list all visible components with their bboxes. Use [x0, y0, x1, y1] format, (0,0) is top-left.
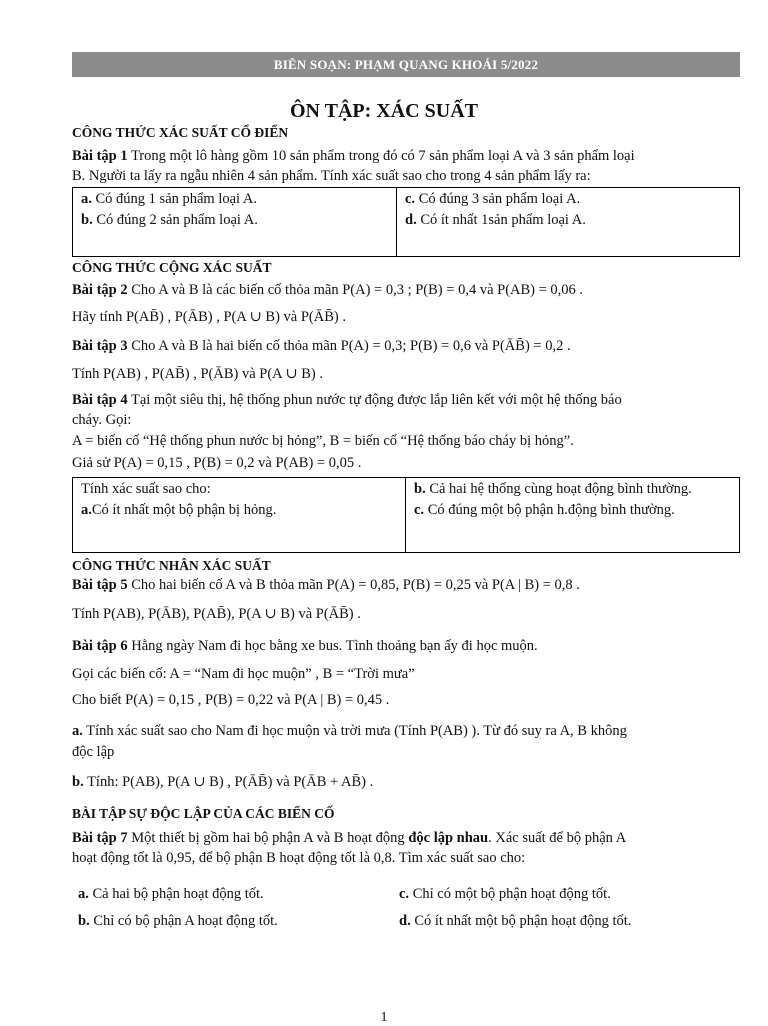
exercise-1-line-2: B. Người ta lấy ra ngẫu nhiên 4 sản phẩm. Tính xác suất sao cho trong 4 sản phẩm lấy ra: [72, 168, 591, 184]
exercise-6-part-a-cont: độc lập [72, 744, 115, 760]
option-c: c. Có đúng một bộ phận h.động bình thường. [414, 501, 675, 518]
section-heading-independence: BÀI TẬP SỰ ĐỘC LẬP CỦA CÁC BIẾN CỐ [72, 806, 335, 821]
page-number: 1 [380, 1010, 388, 1025]
exercise-4-line-2: cháy. Gọi: [72, 412, 132, 428]
exercise-6-line-2: Gọi các biến cố: A = “Nam đi học muộn” , B = “Trời mưa” [72, 666, 415, 682]
exercise-1-line-1: Bài tập 1 Trong một lô hàng gồm 10 sản phẩm trong đó có 7 sản phẩm loại A và 3 sản phẩm loại [72, 148, 635, 164]
exercise-7-line-2: hoạt động tốt là 0,95, để bộ phận B hoạt động tốt là 0,8. Tìm xác suất sao cho: [72, 850, 526, 866]
section-heading-addition: CÔNG THỨC CỘNG XÁC SUẤT [72, 260, 272, 275]
option-c: c. Có đúng 3 sản phẩm loại A. [405, 191, 581, 207]
box-intro: Tính xác suất sao cho: [81, 481, 211, 497]
option-b: b. Có đúng 2 sản phẩm loại A. [81, 211, 258, 228]
exercise-6-line-3: Cho biết P(A) = 0,15 , P(B) = 0,22 và P(A | B) = 0,45 . [72, 692, 390, 708]
exercise-4-options-box [72, 477, 740, 553]
exercise-6-part-b: b. Tính: P(AB), P(A ∪ B) , P(ĀB̄) và P(ĀB + AB̄) . [72, 774, 374, 790]
header-banner: BIÊN SOẠN: PHẠM QUANG KHOÁI 5/2022 [72, 52, 740, 77]
exercise-3-line-2: Tính P(AB) , P(AB̄) , P(ĀB) và P(A ∪ B) . [72, 366, 324, 382]
exercise-3-line-1: Bài tập 3 Cho A và B là hai biến cố thỏa mãn P(A) = 0,3; P(B) = 0,6 và P(ĀB̄) = 0,2 . [72, 338, 571, 354]
exercise-6-part-a: a. Tính xác suất sao cho Nam đi học muộn và trời mưa (Tính P(AB) ). Từ đó suy ra A, B không [72, 723, 627, 739]
option-b: b. Cả hai hệ thống cùng hoạt động bình thường. [414, 481, 692, 497]
option-a: a.Có ít nhất một bộ phận bị hỏng. [81, 501, 277, 518]
page-title: ÔN TẬP: XÁC SUẤT [290, 100, 478, 122]
section-heading-multiplication: CÔNG THỨC NHÂN XÁC SUẤT [72, 558, 271, 573]
exercise-4-line-4: Giả sử P(A) = 0,15 , P(B) = 0,2 và P(AB) = 0,05 . [72, 455, 362, 471]
exercise-6-line-1: Bài tập 6 Hằng ngày Nam đi học bằng xe bus. Tình thoảng bạn ấy đi học muộn. [72, 638, 538, 654]
exercise-5-line-1: Bài tập 5 Cho hai biến cố A và B thỏa mãn P(A) = 0,85, P(B) = 0,25 và P(A | B) = 0,8 . [72, 577, 580, 593]
exercise-4-line-3: A = biến cố “Hệ thống phun nước bị hỏng”, B = biến cố “Hệ thống báo cháy bị hỏng”. [72, 433, 574, 449]
exercise-7-option-b: b. Chỉ có bộ phận A hoạt động tốt. [78, 913, 278, 929]
option-a: a. Có đúng 1 sản phẩm loại A. [81, 191, 258, 207]
exercise-2-line-2: Hãy tính P(AB̄) , P(ĀB) , P(A ∪ B) và P(ĀB̄) . [72, 309, 346, 325]
exercise-7-option-d: d. Có ít nhất một bộ phận hoạt động tốt. [399, 913, 632, 929]
option-d: d. Có ít nhất 1sản phẩm loại A. [405, 211, 586, 228]
exercise-4-line-1: Bài tập 4 Tại một siêu thị, hệ thống phun nước tự động được lắp liên kết với một hệ thống báo [72, 392, 622, 408]
exercise-7-option-c: c. Chỉ có một bộ phận hoạt động tốt. [399, 886, 611, 902]
exercise-7-option-a: a. Cả hai bộ phận hoạt động tốt. [78, 886, 264, 902]
exercise-2-line-1: Bài tập 2 Cho A và B là các biến cố thỏa mãn P(A) = 0,3 ; P(B) = 0,4 và P(AB) = 0,06 . [72, 282, 584, 298]
exercise-1-options-box [72, 187, 740, 257]
exercise-7-line-1: Bài tập 7 Một thiết bị gồm hai bộ phận A và B hoạt động độc lập nhau. Xác suất để bộ phận A [72, 830, 627, 846]
section-heading-classical: CÔNG THỨC XÁC SUẤT CỔ ĐIỂN [72, 125, 289, 140]
exercise-5-line-2: Tính P(AB), P(ĀB), P(AB̄), P(A ∪ B) và P(ĀB̄) . [72, 606, 361, 622]
